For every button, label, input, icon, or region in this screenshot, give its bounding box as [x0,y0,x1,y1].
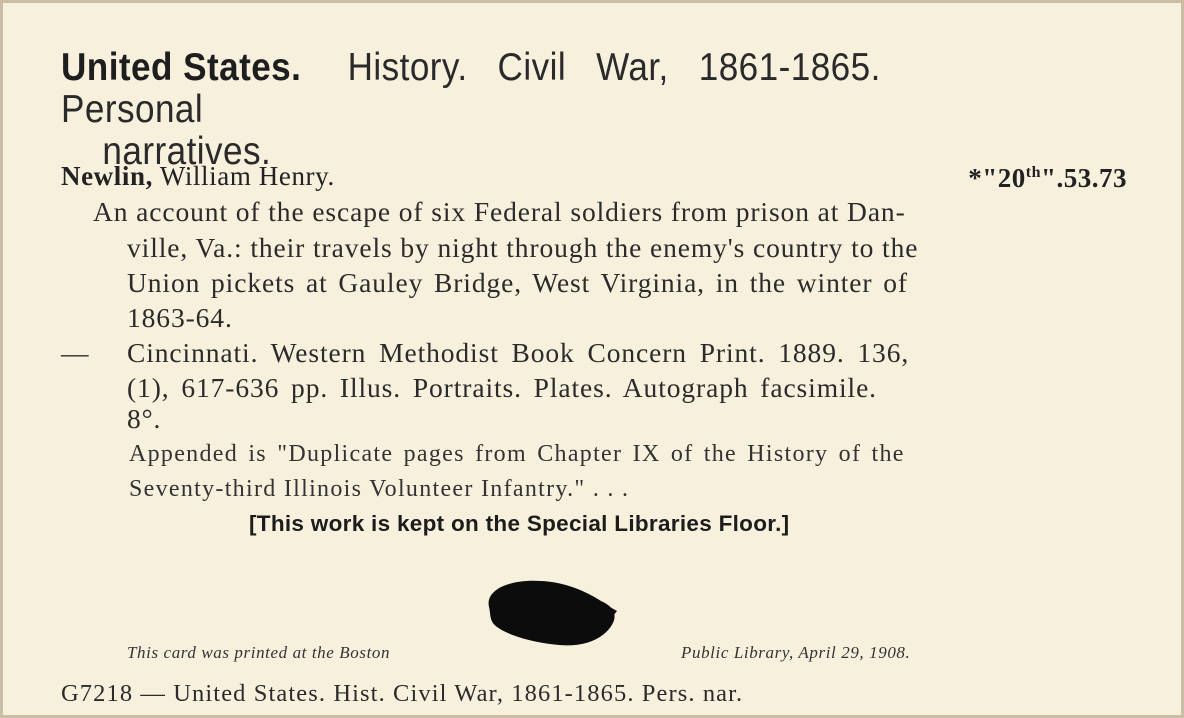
title-line-2: ville, Va.: their travels by night through the enemy's country to the [127,232,919,263]
note-line-1: Appended is "Duplicate pages from Chapter IX of the History of the [129,441,905,467]
tracing-line: G7218 — United States. Hist. Civil War, 1861-1865. Pers. nar. [61,680,744,707]
author-given: William Henry. [159,161,335,191]
subject-heading [61,47,1033,173]
note-line-2: Seventy-third Illinois Volunteer Infantry." . . . [129,476,630,502]
call-number-prefix: *"20 [968,163,1026,193]
subject-main: United States. [61,46,302,89]
call-number-suffix: ".53.73 [1041,163,1127,193]
printed-note-right: Public Library, April 29, 1908. [681,643,911,662]
title-line-1: An account of the escape of six Federal soldiers from prison at Dan- [93,196,906,227]
printed-note-left: This card was printed at the Boston [127,643,391,662]
imprint-dash: — [61,337,90,368]
subject-rest: History. Civil War, 1861-1865. Personal [61,46,881,131]
imprint-line-2: (1), 617-636 pp. Illus. Portraits. Plates. Autograph facsimile. [127,372,877,403]
imprint-line-1: Cincinnati. Western Methodist Book Concern Print. 1889. 136, [127,337,910,368]
author-surname: Newlin, [61,161,153,191]
call-number-sup: th [1025,164,1041,181]
call-number [968,163,1127,194]
title-line-4: 1863-64. [127,302,233,333]
title-line-3: Union pickets at Gauley Bridge, West Virginia, in the winter of [127,267,908,298]
author [61,161,335,192]
subject-rest-line2: narratives. [102,130,272,173]
ink-blot [481,577,621,653]
imprint-line-3: 8°. [127,403,162,434]
location-note: [This work is kept on the Special Libraries Floor.] [249,511,790,536]
